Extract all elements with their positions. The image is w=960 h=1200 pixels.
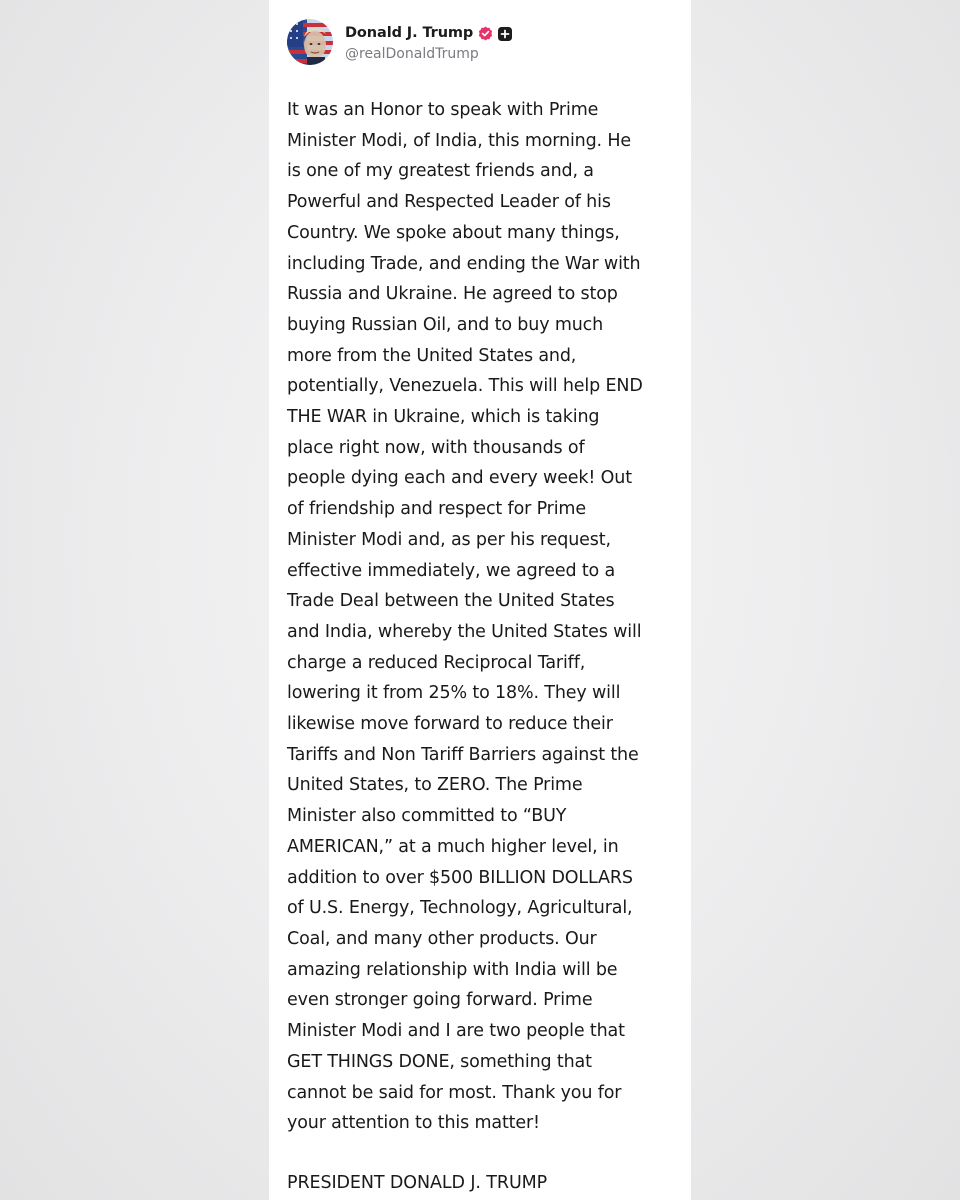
post-text-line: and India, whereby the United States will	[287, 621, 642, 642]
post-signature: PRESIDENT DONALD J. TRUMP	[287, 1173, 548, 1193]
avatar[interactable]	[287, 19, 333, 65]
post-text-line: Country. We spoke about many things,	[287, 222, 620, 243]
post-card	[269, 0, 691, 1200]
post-text-line: THE WAR in Ukraine, which is taking	[287, 407, 600, 428]
post-text-line: United States, to ZERO. The Prime	[287, 775, 583, 796]
author-names	[345, 22, 512, 62]
post-text-line: Minister Modi, of India, this morning. He	[287, 130, 632, 151]
post-text-line: Minister Modi and, as per his request,	[287, 529, 611, 550]
post-text-line: Tariffs and Non Tariff Barriers against the	[287, 744, 639, 765]
post-text-line: It was an Honor to speak with Prime	[287, 100, 599, 120]
author-display-name[interactable]: Donald J. Trump	[345, 25, 474, 41]
post-text-line: amazing relationship with India will be	[287, 959, 618, 980]
post-text-line: lowering it from 25% to 18%. They will	[287, 683, 621, 704]
post-text-line: is one of my greatest friends and, a	[287, 161, 594, 182]
post-text-line: addition to over $500 BILLION DOLLARS	[287, 867, 633, 888]
author-handle[interactable]: @realDonaldTrump	[345, 46, 479, 62]
post-header	[287, 18, 512, 66]
post-text-line: of U.S. Energy, Technology, Agricultural,	[287, 898, 633, 919]
post-text-line: people dying each and every week! Out	[287, 468, 632, 489]
post-text-line: Russia and Ukraine. He agreed to stop	[287, 284, 618, 305]
post-text-line: Minister also committed to “BUY	[287, 806, 567, 827]
post-text-line: your attention to this matter!	[287, 1113, 540, 1134]
post-text-line: place right now, with thousands of	[287, 437, 585, 458]
post-text-line: of friendship and respect for Prime	[287, 499, 586, 520]
post-text-line: potentially, Venezuela. This will help END	[287, 376, 643, 397]
post-text	[287, 95, 687, 1139]
post-text-line: more from the United States and,	[287, 345, 577, 366]
post-text-line: AMERICAN,” at a much higher level, in	[287, 836, 619, 857]
post-text-line: Powerful and Respected Leader of his	[287, 192, 611, 213]
post-text-line: likewise move forward to reduce their	[287, 714, 613, 735]
post-text-line: buying Russian Oil, and to buy much	[287, 314, 604, 335]
author-name-row	[345, 22, 512, 44]
post-text-line: GET THINGS DONE, something that	[287, 1051, 592, 1072]
avatar-image	[287, 19, 333, 65]
post-text-line: effective immediately, we agreed to a	[287, 560, 616, 581]
post-text-line: including Trade, and ending the War with	[287, 253, 641, 274]
post-text-line: Trade Deal between the United States	[287, 591, 615, 612]
verified-check-icon	[478, 26, 493, 41]
post-text-line: Minister Modi and I are two people that	[287, 1021, 625, 1042]
plus-badge-icon	[498, 26, 512, 40]
post-text-line: even stronger going forward. Prime	[287, 990, 593, 1011]
post-text-line: Coal, and many other products. Our	[287, 928, 597, 949]
post-text-line: charge a reduced Reciprocal Tariff,	[287, 652, 586, 673]
post-text-line: cannot be said for most. Thank you for	[287, 1082, 622, 1103]
